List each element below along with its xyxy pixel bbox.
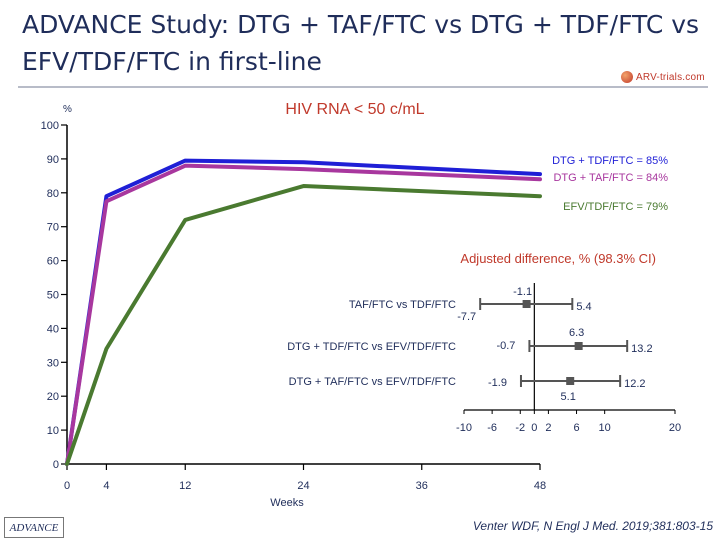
y-tick-label: 0 — [52, 459, 59, 471]
y-tick-label: 60 — [46, 255, 59, 268]
estimate-label: 5.1 — [560, 391, 576, 403]
series-end-label: EFV/TDF/FTC = 79% — [563, 201, 668, 214]
forest-title: Adjusted difference, % (98.3% CI) — [460, 251, 656, 266]
y-tick-label: 100 — [40, 120, 59, 132]
estimate-label: -1.1 — [513, 286, 533, 298]
x-tick-label: 36 — [415, 480, 428, 492]
estimate-label: 6.3 — [568, 327, 585, 339]
x-tick-label: 4 — [103, 480, 110, 492]
chart-title: HIV RNA < 50 c/mL — [285, 101, 425, 118]
y-tick-label: 50 — [46, 289, 59, 302]
forest-x-tick-label: 20 — [668, 422, 682, 434]
forest-row-label: DTG + TDF/FTC vs EFV/TDF/FTC — [287, 341, 456, 353]
y-tick-label: 90 — [46, 153, 59, 166]
y-tick-label: 70 — [46, 221, 59, 234]
series-end-label: DTG + TAF/FTC = 84% — [553, 172, 668, 185]
point-estimate-marker — [575, 342, 583, 350]
forest-x-tick-label: -10 — [456, 422, 472, 434]
y-tick-label: 80 — [46, 187, 59, 200]
forest-x-tick-label: 10 — [598, 422, 611, 434]
forest-row-label: TAF/FTC vs TDF/FTC — [348, 299, 456, 311]
y-tick-label: 40 — [46, 323, 59, 336]
citation: Venter WDF, N Engl J Med. 2019;381:803-15 — [472, 519, 713, 533]
forest-x-tick-label: 6 — [573, 422, 580, 434]
series-end-label: DTG + TDF/FTC = 85% — [552, 155, 668, 168]
logo-text: ARV-trials.com — [636, 71, 705, 83]
x-tick-label: 0 — [63, 480, 71, 492]
forest-row-label: DTG + TAF/FTC vs EFV/TDF/FTC — [288, 376, 456, 388]
ci-lower-label: -7.7 — [457, 311, 477, 323]
x-tick-label: 24 — [297, 480, 310, 492]
study-badge: ADVANCE — [4, 517, 64, 538]
forest-x-tick-label: -6 — [487, 422, 498, 434]
point-estimate-marker — [523, 300, 531, 308]
ci-lower-label: -1.9 — [488, 377, 507, 389]
y-axis-label: % — [63, 104, 72, 115]
ci-upper-label: 12.2 — [624, 378, 646, 390]
point-estimate-marker — [566, 377, 574, 385]
y-tick-label: 10 — [46, 425, 59, 438]
forest-x-tick-label: 0 — [531, 422, 538, 434]
y-tick-label: 30 — [46, 357, 59, 370]
forest-x-tick-label: 2 — [545, 422, 552, 434]
x-tick-label: 48 — [533, 480, 547, 492]
ci-upper-label: 13.2 — [631, 343, 653, 355]
ci-upper-label: 5.4 — [576, 301, 592, 313]
x-axis-label: Weeks — [270, 497, 304, 509]
y-tick-label: 20 — [46, 391, 59, 404]
x-tick-label: 12 — [179, 480, 192, 492]
slide-title: ADVANCE Study: DTG + TAF/FTC vs DTG + TDF/FTC vs EFV/TDF/FTC in first-line — [22, 10, 700, 76]
forest-x-tick-label: -2 — [515, 422, 526, 434]
ci-lower-label: -0.7 — [496, 340, 516, 352]
